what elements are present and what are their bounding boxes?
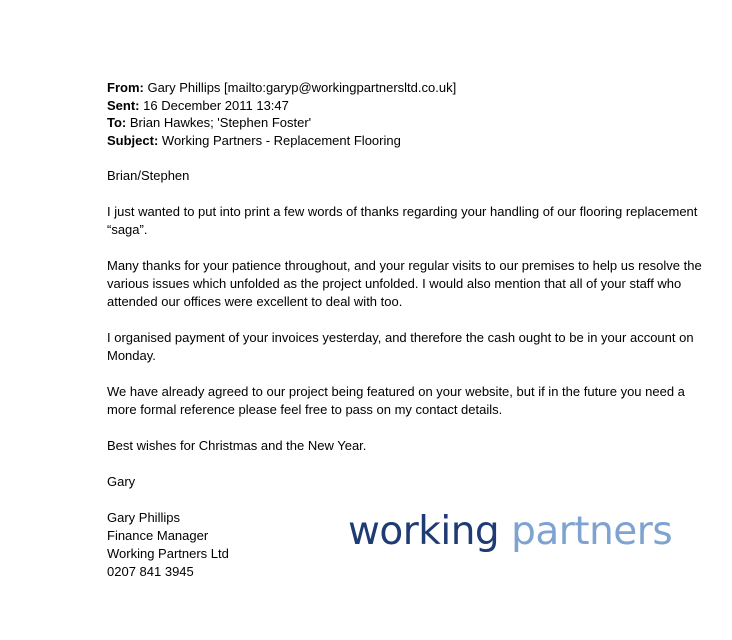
paragraph: Best wishes for Christmas and the New Year. (107, 438, 367, 453)
signature-company: Working Partners Ltd (107, 546, 229, 561)
to-value: Brian Hawkes; 'Stephen Foster' (129, 115, 312, 130)
company-logo (348, 509, 673, 554)
signature-title: Finance Manager (107, 528, 209, 543)
sent-line (107, 97, 707, 115)
from-label: From: (107, 80, 144, 95)
to-label: To: (107, 115, 127, 130)
paragraph: Many thanks for your patience throughout, and your regular visits to our premises to help us resolve the various issues which unfolded as the project unfolded. I would also mention that all of your staff who attended our offices were excellent to deal with too. (107, 258, 702, 309)
logo-word-working: working (348, 509, 500, 554)
paragraph: We have already agreed to our project being featured on your website, but if in the future you need a more formal reference please feel free to pass on my contact details. (107, 384, 685, 417)
to-line (107, 114, 707, 132)
sent-label: Sent: (107, 97, 140, 113)
signature-name: Gary Phillips (107, 510, 180, 525)
logo-word-partners: partners (511, 509, 673, 554)
paragraph: I just wanted to put into print a few words of thanks regarding your handling of our flooring replacement “saga”. (107, 204, 698, 237)
subject-value: Working Partners - Replacement Flooring (161, 132, 401, 148)
email-header (107, 79, 707, 149)
from-line (107, 79, 707, 97)
sent-value: 16 December 2011 13:47 (143, 97, 289, 113)
subject-line (107, 132, 707, 150)
email-document (107, 79, 707, 581)
from-value: Gary Phillips [mailto:garyp@workingpartnersltd.co.uk] (147, 80, 457, 95)
signature-phone: 0207 841 3945 (107, 564, 194, 579)
email-body (107, 167, 707, 491)
subject-label: Subject: (107, 132, 159, 148)
paragraph: I organised payment of your invoices yesterday, and therefore the cash ought to be in your account on Monday. (107, 330, 694, 363)
signoff: Gary (107, 474, 136, 489)
greeting: Brian/Stephen (107, 168, 190, 183)
